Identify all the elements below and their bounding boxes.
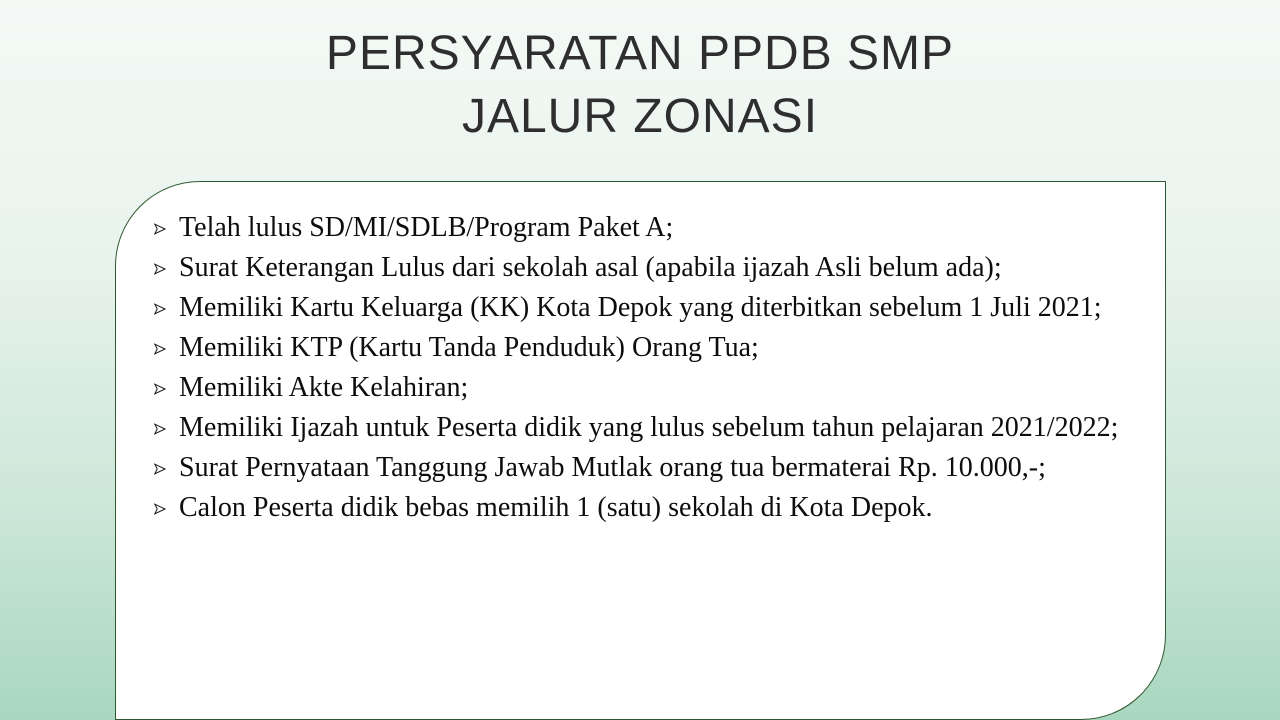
list-item: [152, 328, 1133, 368]
list-item: [152, 488, 1133, 528]
requirement-text: Memiliki KTP (Kartu Tanda Penduduk) Orang Tua;: [179, 332, 759, 363]
list-item: [152, 288, 1133, 328]
slide-title: [0, 22, 1280, 148]
requirement-text: Telah lulus SD/MI/SDLB/Program Paket A;: [179, 212, 674, 243]
arrowhead-right-icon: [154, 463, 166, 475]
arrowhead-right-icon: [154, 343, 166, 355]
slide-background: [0, 22, 1280, 720]
title-line-1: PERSYARATAN PPDB SMP: [325, 27, 955, 80]
arrowhead-right-icon: [154, 503, 166, 515]
requirement-text: Memiliki Akte Kelahiran;: [179, 372, 469, 403]
requirement-text: Calon Peserta didik bebas memilih 1 (satu) sekolah di Kota Depok.: [179, 492, 933, 523]
content-box: [115, 181, 1166, 720]
list-item: [152, 408, 1133, 448]
list-item: [152, 368, 1133, 408]
arrowhead-right-icon: [154, 223, 166, 235]
title-line-2: JALUR ZONASI: [461, 90, 819, 143]
requirement-text: Surat Pernyataan Tanggung Jawab Mutlak orang tua bermaterai Rp. 10.000,-;: [179, 452, 1046, 483]
list-item: [152, 248, 1133, 288]
requirement-text: Surat Keterangan Lulus dari sekolah asal (apabila ijazah Asli belum ada);: [179, 252, 1002, 283]
list-item: [152, 448, 1133, 488]
arrowhead-right-icon: [154, 263, 166, 275]
requirement-text: Memiliki Ijazah untuk Peserta didik yang lulus sebelum tahun pelajaran 2021/2022;: [179, 412, 1119, 443]
arrowhead-right-icon: [154, 303, 166, 315]
arrowhead-right-icon: [154, 383, 166, 395]
requirement-text: Memiliki Kartu Keluarga (KK) Kota Depok yang diterbitkan sebelum 1 Juli 2021;: [179, 292, 1102, 323]
arrowhead-right-icon: [154, 423, 166, 435]
requirements-list: [116, 182, 1165, 528]
list-item: [152, 208, 1133, 248]
